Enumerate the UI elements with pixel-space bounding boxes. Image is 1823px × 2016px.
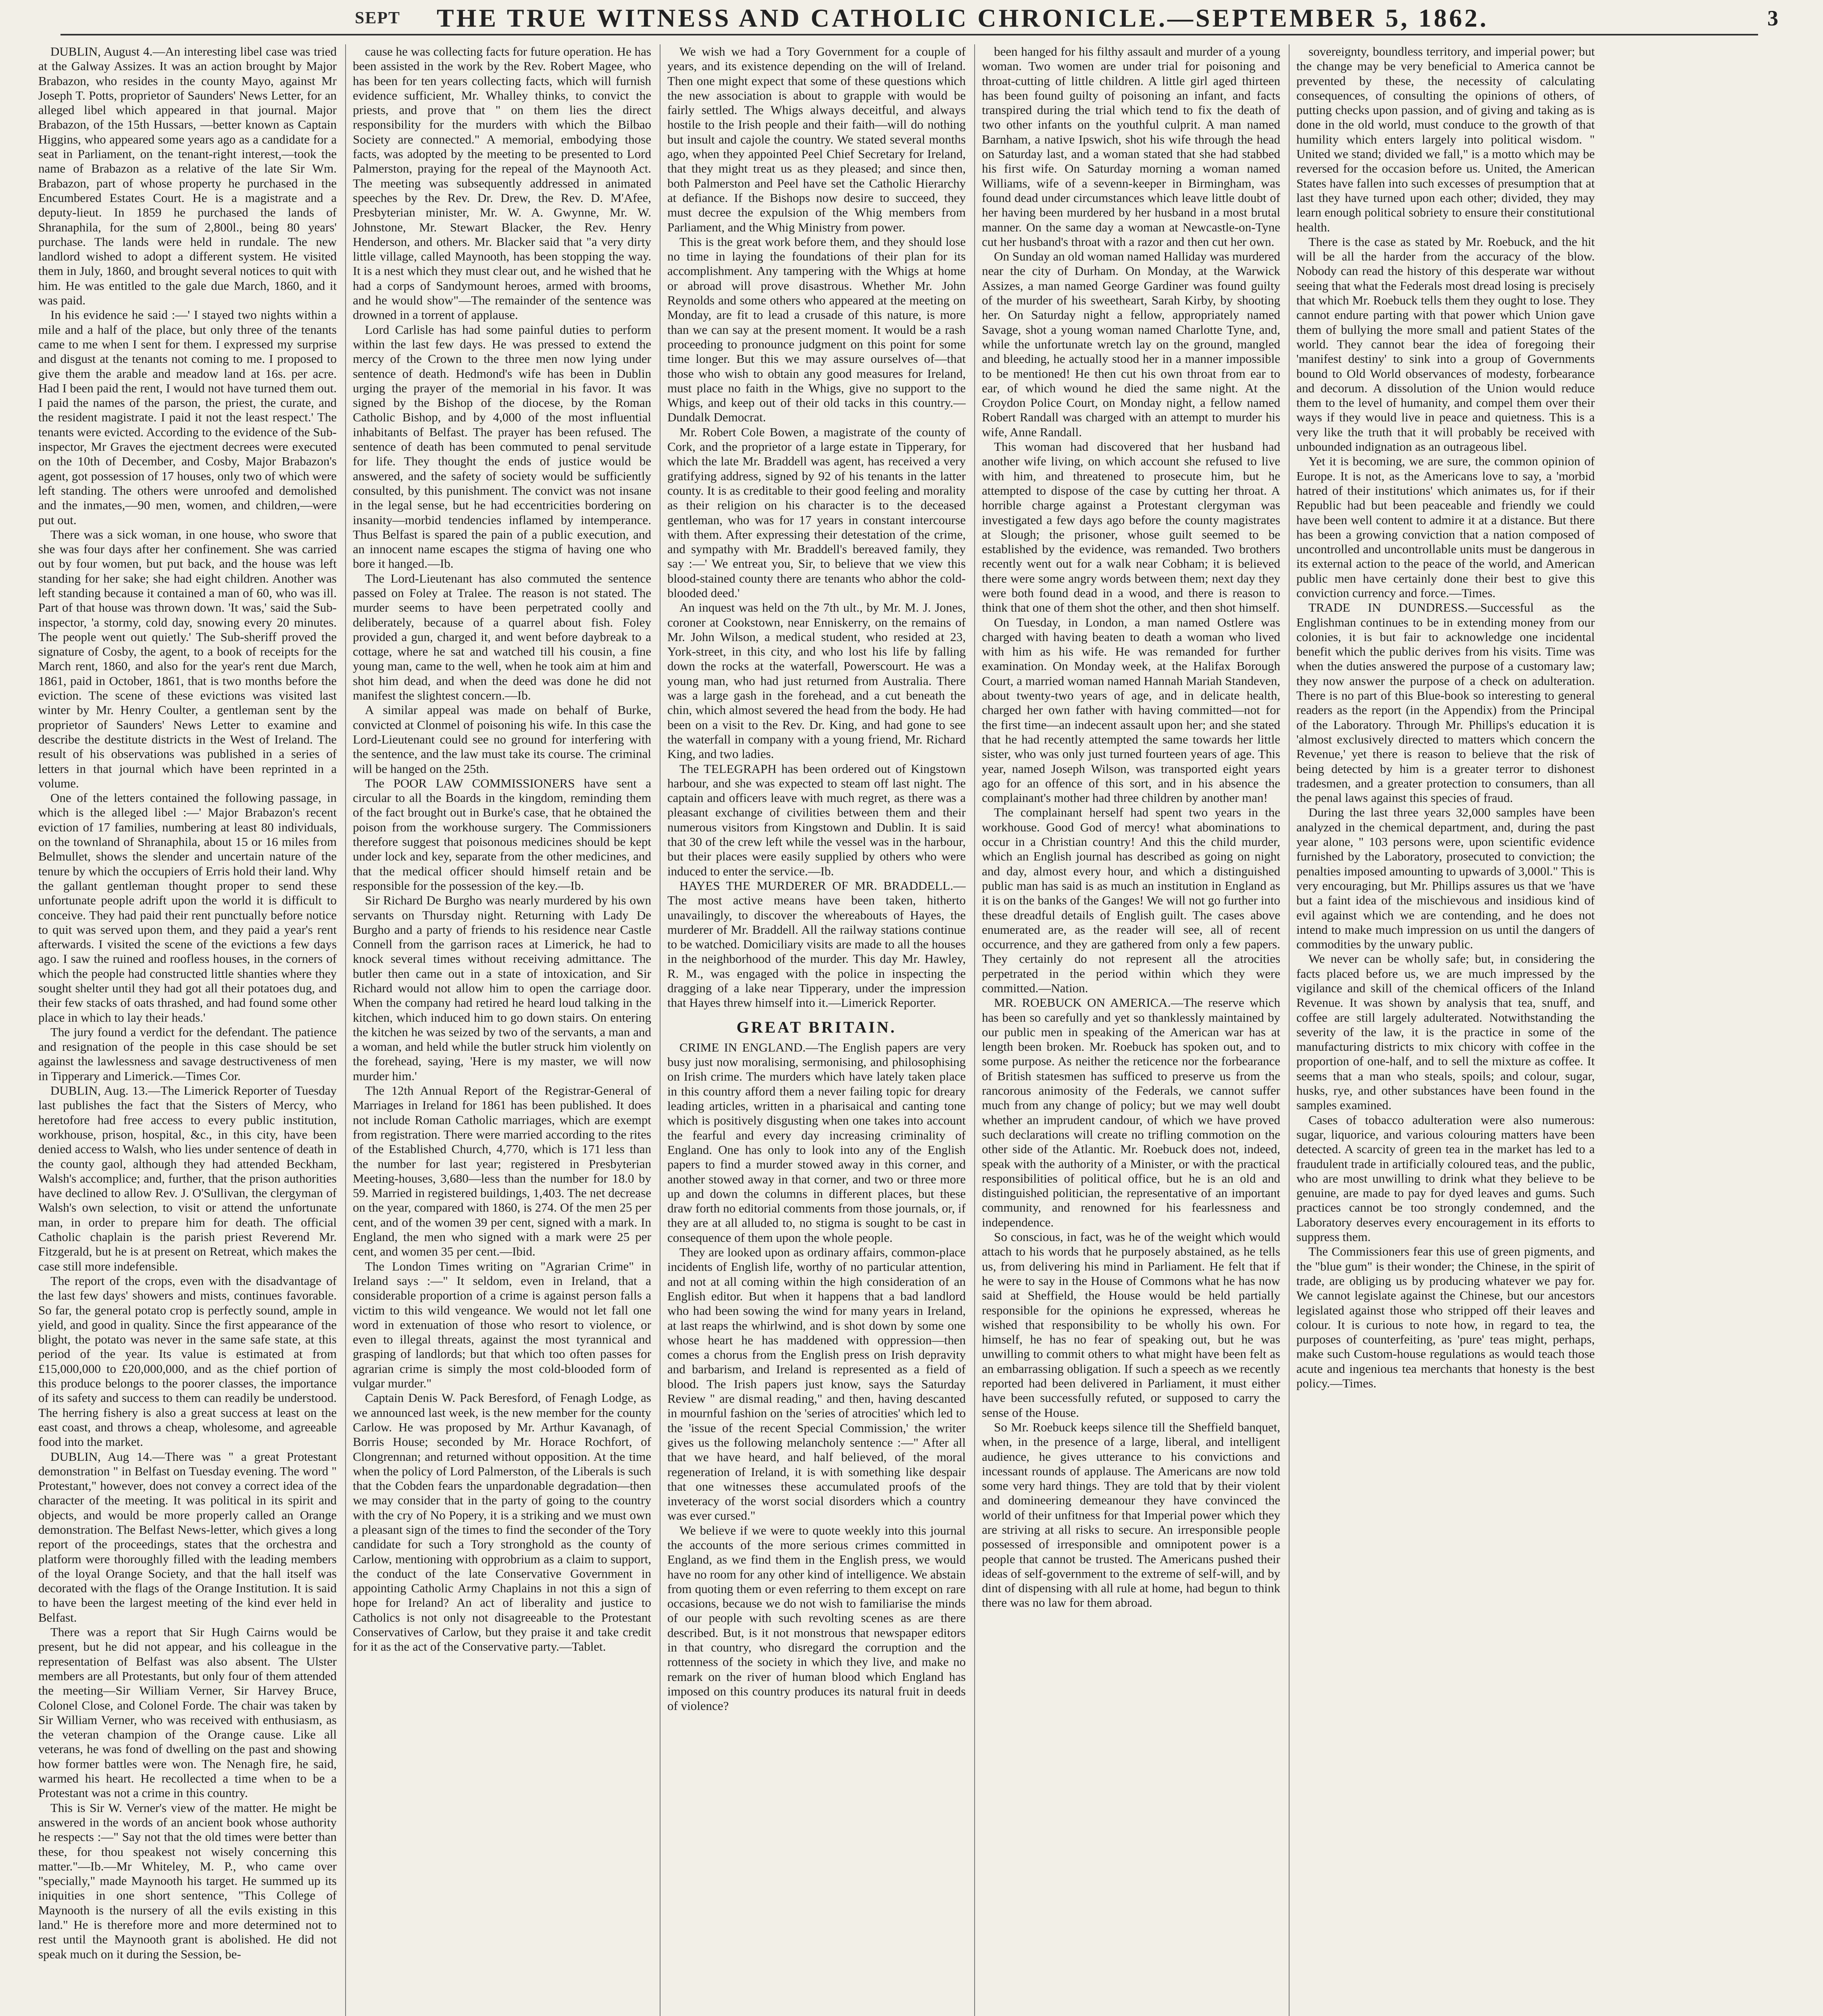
paragraph: The 12th Annual Report of the Registrar-General of Marriages in Ireland for 1861 has been published. It does not include Roman Catholic marriages, which are exempt from registration. There were married according to the rites of the Established Church, 4,770, which is 171 less than the number for last year; registered in Presbyterian Meeting-houses, 3,680—less than the number for 18.0 by 59. Married in registered buildings, 1,403. The net decrease on the year, compared with 1860, is 274. Of the men 25 per cent, and of the women 39 per cent, signed with a mark. In England, the men who signed with a mark were 25 per cent, and women 35 per cent.—Ibid.: [353, 1083, 651, 1259]
masthead: [36, 4, 1794, 32]
paragraph: Sir Richard De Burgho was nearly murdered by his own servants on Thursday night. Returning with Lady De Burgho and a party of friends to his residence near Castle Connell from the garrison races at Limerick, he had to knock several times without receiving admittance. The butler then came out in a state of intoxication, and Sir Richard would not allow him to open the carriage door. When the company had retired he heard loud talking in the kitchen, which induced him to go down stairs. On entering the kitchen he was seized by two of the servants, a man and a woman, and held while the butler struck him violently on the forehead, saying, 'Here is my master, we will now murder him.': [353, 893, 651, 1083]
paragraph: We believe if we were to quote weekly into this journal the accounts of the more serious crimes committed in England, as we find them in the English press, we would have no room for any other kind of intelligence. We abstain from quoting them or even referring to them except on rare occasions, because we do not wish to familiarise the minds of our people with such revolting scenes as are there described. But, is it not monstrous that newspaper editors in that country, who disregard the corruption and the rottenness of the society in which they live, and make no remark on the river of human blood which England has imposed on this country produces its natural fruit in deeds of violence?: [667, 1523, 966, 1713]
paragraph: This is Sir W. Verner's view of the matter. He might be answered in the words of an ancient book whose authority he respects :—" Say not that the old times were better than these, for thou speakest not wisely concerning this matter."—Ib.—Mr Whiteley, M. P., who came over "specially," made Maynooth his target. He summed up its iniquities in one short sentence, "This College of Maynooth is the nursery of all the evils existing in this land." He is therefore more and more determined not to rest until the Maynooth grant is abolished. He did not speak much on it during the Session, be-: [38, 1800, 337, 1961]
page-number: 3: [1767, 6, 1778, 30]
paragraph: The Commissioners fear this use of green pigments, and the "blue gum" is their wonder; the Chinese, in the spirit of trade, are obliging us by producing whatever we pay for. We cannot legislate against the Chinese, but our ancestors legislated against those who stripped off their leaves and colour. It is curious to note how, in regard to tea, the purposes of counterfeiting, as 'pure' teas might, perhaps, make such Custom-house regulations as would teach those acute and ingenious tea merchants that honesty is the best policy.—Times.: [1296, 1244, 1595, 1391]
paragraph: HAYES THE MURDERER OF MR. BRADDELL.—The most active means have been taken, hitherto unavailingly, to discover the whereabouts of Hayes, the murderer of Mr. Braddell. All the railway stations continue to be watched. Domiciliary visits are made to all the houses in the neighborhood of the murder. This day Mr. Hawley, R. M., was engaged with the police in inspecting the dragging of a lake near Tipperary, under the impression that Hayes threw himself into it.—Limerick Reporter.: [667, 878, 966, 1010]
paragraph: There was a sick woman, in one house, who swore that she was four days after her confinement. She was carried out by four women, but put back, and the house was left standing for her sake; she had eight children. Another was left standing because it contained a man of 60, who was ill. Part of that house was thrown down. 'It was,' said the Sub-inspector, 'a stormy, cold day, snowing every 20 minutes. The people went out quietly.' The Sub-sheriff proved the signature of Cosby, the agent, to a book of receipts for the March rent, 1860, and also for the year's rent due March, 1861, paid in October, 1861, that is two months before the eviction. The scene of these evictions was visited last winter by Mr. Henry Coulter, a gentleman sent by the proprietor of Saunders' News Letter to examine and describe the destitute districts in the West of Ireland. The result of his observations was published in a series of letters in that journal which have been reprinted in a volume.: [38, 527, 337, 790]
paragraph: The jury found a verdict for the defendant. The patience and resignation of the people in this case should be set against the lawlessness and savage destructiveness of men in Tipperary and Limerick.—Times Cor.: [38, 1025, 337, 1083]
paragraph: been hanged for his filthy assault and murder of a young woman. Two women are under trial for poisoning and throat-cutting of little children. A little girl aged thirteen has been found guilty of poisoning an infant, and facts transpired during the trial which tend to fix the death of two other infants on the youthful culprit. A man named Barnham, a native Ipswich, shot his wife through the head on Saturday last, and a woman stated that she had stabbed his first wife. On Saturday morning a woman named Williams, wife of a sevenn-keeper in Birmingham, was found dead under circumstances which leave little doubt of her having been murdered by her husband in a most brutal manner. On the same day a woman at Newcastle-on-Tyne cut her husband's throat with a razor and then cut her own.: [982, 44, 1280, 249]
column-5: [1296, 44, 1595, 2016]
paragraph: MR. ROEBUCK ON AMERICA.—The reserve which has been so carefully and yet so thanklessly maintained by our public men in speaking of the American war has at length been broken. Mr. Roebuck has spoken out, and to some purpose. As neither the reticence nor the forbearance of British statesmen has sufficed to preserve us from the rancorous animosity of the Federals, we cannot suffer much from any change of policy; but we may well doubt whether an imprudent candour, of which we have proved such declarations will create no trifling commotion on the other side of the Atlantic. Mr. Roebuck does not, indeed, speak with the authority of a Minister, or with the practical responsibilities of political office, but he is an old and distinguished politician, the representative of an important community, and renowned for his fearlessness and independence.: [982, 996, 1280, 1229]
paragraph: cause he was collecting facts for future operation. He has been assisted in the work by the Rev. Robert Magee, who has been for ten years collecting facts, which will furnish evidence sufficient, Mr. Whalley thinks, to convict the priests, and prove that " on them lies the direct responsibility for the murders with which the Bilbao Society are connected." A memorial, embodying those facts, was adopted by the meeting to be presented to Lord Palmerston, praying for the repeal of the Maynooth Act. The meeting was subsequently addressed in animated speeches by the Rev. Dr. Drew, the Rev. D. M'Afee, Presbyterian minister, Mr. W. A. Gwynne, Mr. W. Johnstone, Mr. Stewart Blacker, the Rev. Henry Henderson, and others. Mr. Blacker said that "a very dirty little village, called Maynooth, has been stopping the way. It is a nest which they must clear out, and he wished that he had a corps of Sandymount heroes, armed with brooms, and he would show"—The remainder of the sentence was drowned in a torrent of applause.: [353, 44, 651, 322]
paragraph: An inquest was held on the 7th ult., by Mr. M. J. Jones, coroner at Cookstown, near Enniskerry, on the remains of Mr. John Wilson, a medical student, who resided at 23, York-street, in this city, and who lost his life by falling down the rocks at the waterfall, Powerscourt. He was a young man, who had just returned from Australia. There was a large gash in the forehead, and a cut beneath the chin, which almost severed the head from the body. He had been on a visit to the Rev. Dr. King, and had gone to see the waterfall in company with a young friend, Mr. Richard King, and two ladies.: [667, 600, 966, 761]
section-heading-great-britain: GREAT BRITAIN.: [736, 1018, 897, 1036]
paragraph: The Lord-Lieutenant has also commuted the sentence passed on Foley at Tralee. The reason is not stated. The murder seems to have been perpetrated coolly and deliberately, because of a quarrel about fish. Foley provided a gun, charged it, and went before daybreak to a cottage, where he sat and watched till his cousin, a fine young man, came to the well, when he took aim at him and shot him dead, and when the deed was done he did not manifest the slightest concern.—Ib.: [353, 571, 651, 703]
column-1: [38, 44, 337, 2016]
paragraph: In his evidence he said :—' I stayed two nights within a mile and a half of the place, but only three of the tenants came to me when I sent for them. I expressed my surprise and disgust at the tenants not coming to me. I proposed to give them the arable and meadow land at 16s. per acre. Had I been paid the rent, I would not have turned them out. I paid the names of the parson, the priest, the curate, and the resident magistrate. I paid it not the least respect.' The tenants were evicted. According to the evidence of the Sub-inspector, Mr Graves the ejectment decrees were executed on the 10th of December, and Cosby, Major Brabazon's agent, got possession of 17 houses, only two of which were left standing. The others were unroofed and demolished and the inmates,—90 men, women, and children,—were put out.: [38, 308, 337, 527]
column-divider: [345, 44, 346, 2016]
column-2: [353, 44, 651, 2016]
paragraph: They are looked upon as ordinary affairs, common-place incidents of English life, worthy of no particular attention, and not at all coming within the high consideration of an English editor. But when it happens that a bad landlord who had been sowing the wind for many years in Ireland, at last reaps the whirlwind, and is shot down by some one whose heart he has maddened with oppression—then comes a chorus from the English press on Irish depravity and barbarism, and Ireland is represented as a field of blood. The Irish papers just know, says the Saturday Review " are dismal reading," and then, having descanted in mournful fashion on the 'series of atrocities' which led to the 'issue of the recent Special Commission,' the writer gives us the following melancholy sentence :—" After all that we have heard, and half believed, of the moral regeneration of Ireland, it is with something like despair that one witnesses these accumulated proofs of the inveteracy of the worst social disorders which a country was ever cursed.": [667, 1245, 966, 1523]
paragraph: On Sunday an old woman named Halliday was murdered near the city of Durham. On Monday, at the Warwick Assizes, a man named George Gardiner was found guilty of the murder of his sweetheart, Sarah Kirby, by shooting her. On Saturday night a fellow, appropriately named Savage, shot a young woman named Charlotte Tyne, and, while the unfortunate wretch lay on the ground, mangled and bleeding, he actually stood her in a manner impossible to be mentioned! He then cut his own throat from ear to ear, of which wound he died the same night. At the Croydon Police Court, on Monday night, a fellow named Robert Randall was charged with an attempt to murder his wife, Anne Randall.: [982, 249, 1280, 439]
paragraph: During the last three years 32,000 samples have been analyzed in the chemical department, and, during the past year alone, " 103 persons were, upon scientific evidence furnished by the Laboratory, prosecuted to conviction; the penalties imposed amounting to upwards of 3,000l." This is very encouraging, but Mr. Phillips assures us that we 'have but a faint idea of the mischievous and insidious kind of evil against which we are contending, and he does not intend to make much impression on us until the dangers of commodities by the unwary public.: [1296, 805, 1595, 952]
column-4: [982, 44, 1280, 2016]
paragraph: Mr. Robert Cole Bowen, a magistrate of the county of Cork, and the proprietor of a large estate in Tipperary, for which the late Mr. Braddell was agent, has received a very gratifying address, signed by 92 of his tenants in the latter county. It is as creditable to their good feeling and morality as their religion on his character is to the deceased gentleman, who was for 17 years in constant intercourse with them. After expressing their detestation of the crime, and sympathy with Mr. Braddell's bereaved family, they say :—' We entreat you, Sir, to believe that we view this blood-stained county there are tenants who abhor the cold-blooded deed.': [667, 425, 966, 600]
paragraph: There is the case as stated by Mr. Roebuck, and the hit will be all the harder from the accuracy of the blow. Nobody can read the history of this desperate war without seeing that what the Federals most dread losing is precisely that which Mr. Roebuck tells them they ought to lose. They cannot endure parting with that power which Union gave them of bullying the more small and patient States of the world. They cannot bear the idea of foregoing their 'manifest destiny' to sink into a group of Governments bound to Old World observances of modesty, forbearance and decorum. A dissolution of the Union would reduce them to the level of humanity, and compel them over their ways if they would live in peace and quietness. This is a very like the truth that it will probably be received with unbounded indignation as an outrageous libel.: [1296, 234, 1595, 454]
header-rule: [60, 34, 1758, 35]
paragraph: Cases of tobacco adulteration were also numerous: sugar, liquorice, and various colouring matters have been detected. A scarcity of green tea in the market has led to a fraudulent trade in artificially coloured teas, and the public, who are most unwilling to drink what they believe to be genuine, are made to pay for dyed leaves and gums. Such practices cannot be too strongly condemned, and the Laboratory deserves every encouragement in its efforts to suppress them.: [1296, 1112, 1595, 1244]
paragraph: This is the great work before them, and they should lose no time in laying the foundations of their plan for its accomplishment. Any tampering with the Whigs at home or abroad will prove disastrous. Whether Mr. John Reynolds and some others who appeared at the meeting on Monday, are fit to lead a crusade of this nature, is more than we can say at the present moment. It would be a rash proceeding to pronounce judgment on this point for some time longer. But this we may assure ourselves of—that those who wish to obtain any good measures for Ireland, must place no faith in the Whigs, give no support to the Whigs, and keep out of their old tacks in this country.—Dundalk Democrat.: [667, 234, 966, 425]
paragraph: The complainant herself had spent two years in the workhouse. Good God of mercy! what abominations to occur in a Christian country! And this the child murder, which an English journal has described as going on night and day, almost every hour, and which a distinguished public man has said is as much an institution in England as it is on the banks of the Ganges! We will not go further into these dreadful details of English guilt. The cases above enumerated are, as the reader will see, all of recent occurrence, and they are gathered from only a few papers. They certainly do not represent all the atrocities perpetrated in the period within which they were committed.—Nation.: [982, 805, 1280, 995]
paragraph: So conscious, in fact, was he of the weight which would attach to his words that he purposely abstained, as he tells us, from delivering his mind in Parliament. He felt that if he were to say in the House of Commons what he has now said at Sheffield, the House would be held partially responsible for the opinions he expressed, whereas he wished that responsibility to be wholly his own. For himself, he has no fear of speaking out, but he was unwilling to commit others to what might have been felt as an embarrassing obligation. If such a speech as we recently reported had been delivered in Parliament, it must either have been successfully refuted, or supposed to carry the sense of the House.: [982, 1230, 1280, 1420]
paragraph: TRADE IN DUNDRESS.—Successful as the Englishman continues to be in extending money from our colonies, it is but fair to acknowledge one incidental benefit which the public derives from his visits. Time was when the duties answered the purpose of a customary law; they now answer the purpose of a check on adulteration. There is no part of this Blue-book so interesting to general readers as the report (in the Appendix) from the Principal of the Laboratory. Through Mr. Phillips's education it is 'almost exclusively directed to matters which concern the Revenue,' yet there is reason to believe that the risk of being detected by him is a greater terror to dishonest tradesmen, and a greater protection to consumers, than all the penal laws against this species of fraud.: [1296, 600, 1595, 805]
paragraph: There was a report that Sir Hugh Cairns would be present, but he did not appear, and his colleague in the representation of Belfast was also absent. The Ulster members are all Protestants, but only four of them attended the meeting—Sir William Verner, Sir Harvey Bruce, Colonel Close, and Colonel Forde. The chair was taken by Sir William Verner, who was received with enthusiasm, as the veteran champion of the Orange cause. Like all veterans, he was fond of dwelling on the past and showing how former battles were won. The Nenagh fire, he said, warmed his heart. He recollected a time when to be a Protestant was not a crime in this country.: [38, 1625, 337, 1800]
paragraph: DUBLIN, Aug 14.—There was " a great Protestant demonstration " in Belfast on Tuesday evening. The word " Protestant," however, does not convey a correct idea of the character of the meeting. It was political in its spirit and objects, and would be more properly called an Orange demonstration. The Belfast News-letter, which gives a long report of the proceedings, states that the orchestra and platform were thoroughly filled with the leading members of the loyal Orange Society, and that the hall itself was decorated with the flags of the Orange Institution. It is said to have been the largest meeting of the kind ever held in Belfast.: [38, 1449, 337, 1624]
paragraph: One of the letters contained the following passage, in which is the alleged libel :—' Major Brabazon's recent eviction of 17 families, numbering at least 80 individuals, on the townland of Shranaphila, about 15 or 16 miles from Belmullet, shows the slender and uncertain nature of the tenure by which the occupiers of Erris hold their land. Why the gallant gentleman thought proper to send these unfortunate people adrift upon the world it is difficult to conceive. They had paid their rent punctually before notice to quit was served upon them, and they paid a year's rent afterwards. I visited the scene of the evictions a few days ago. I saw the ruined and roofless houses, in the corners of which the people had constructed little shanties where they sought shelter until they had got all their potatoes dug, and their few stacks of oats thrashed, and had found some other place in which to lay their heads.': [38, 791, 337, 1025]
newspaper-title: THE TRUE WITNESS AND CATHOLIC CHRONICLE.—SEPTEMBER 5, 1862.: [437, 4, 1489, 32]
paragraph: Lord Carlisle has had some painful duties to perform within the last few days. He was pressed to extend the mercy of the Crown to the three men now lying under sentence of death. Hedmond's wife has been in Dublin urging the prayer of the memorial in his favor. It was signed by the Bishop of the diocese, by the Roman Catholic Bishop, and by 4,000 of the most influential inhabitants of Belfast. The prayer has been refused. The sentence of death has been commuted to penal servitude for life. They thought the ends of justice would be answered, and the safety of society would be sufficiently consulted, by this punishment. The convict was not insane in the legal sense, but he had eccentricities bordering on insanity—morbid tendencies inflamed by intemperance. Thus Belfast is spared the pain of a public execution, and an innocent name escapes the stigma of having one who bore it hanged.—Ib.: [353, 322, 651, 571]
paragraph: CRIME IN ENGLAND.—The English papers are very busy just now moralising, sermonising, and philosophising on Irish crime. The murders which have lately taken place in this country afford them a never failing topic for dreary leading articles, written in a pharisaical and canting tone which is positively disgusting when one takes into account the fearful and every day increasing criminality of England. One has only to look into any of the English papers to find a murder stowed away in this corner, and another stowed away in that corner, and two or three more up and down the columns in different places, but these draw forth no editorial comments from those journals, or, if they are at all alluded to, no stigma is sought to be cast in consequence of them upon the whole people.: [667, 1040, 966, 1245]
paragraph: sovereignty, boundless territory, and imperial power; but the change may be very beneficial to America cannot be prevented by these, the necessity of calculating consequences, of consulting the opinions of others, of putting checks upon passion, and of giving and taking as is done in the old world, must conduce to the growth of that humility which enters largely into political wisdom. " United we stand; divided we fall," is a motto which may be reversed for the occasion before us. United, the American States have fallen into such excesses of presumption that at last they have turned upon each other; divided, they may learn enough political sobriety to ensure their constitutional health.: [1296, 44, 1595, 234]
paragraph: The London Times writing on "Agrarian Crime" in Ireland says :—" It seldom, even in Ireland, that a considerable proportion of a crime is against person falls a victim to this wild vengeance. We would not let fall one word in extenuation of those who resort to violence, or even to illegal threats, against the most tyrannical and grasping of landlords; but that which too often passes for agrarian crime is simply the most cold-blooded form of vulgar murder.": [353, 1259, 651, 1391]
paragraph: Yet it is becoming, we are sure, the common opinion of Europe. It is not, as the Americans love to say, a 'morbid hatred of their institutions' which animates us, for if their Republic had but been peaceable and friendly we could have been well content to admire it at a distance. But there has been a growing conviction that a nation composed of uncontrolled and uncontrollable units must be dangerous in its external action to the peace of the world, and American public men have certainly done their best to give this conviction currency and force.—Times.: [1296, 454, 1595, 600]
paragraph: DUBLIN, Aug. 13.—The Limerick Reporter of Tuesday last publishes the fact that the Sisters of Mercy, who heretofore had free access to every public institution, workhouse, prison, hospital, &c., in this city, have been denied access to Walsh, who lies under sentence of death in the county gaol, although they had attended Beckham, Walsh's accomplice; and, further, that the prison authorities have declined to allow Rev. J. O'Sullivan, the clergyman of Walsh's own selection, to visit or attend the unfortunate man, in order to prepare him for death. The official Catholic chaplain is the parish priest Reverend Mr. Fitzgerald, but he is at present on Retreat, which makes the case still more indefensible.: [38, 1083, 337, 1273]
column-divider: [1289, 44, 1290, 2016]
paragraph: A similar appeal was made on behalf of Burke, convicted at Clonmel of poisoning his wife. In this case the Lord-Lieutenant could see no ground for interfering with the sentence, and the law must take its course. The criminal will be hanged on the 25th.: [353, 703, 651, 776]
paragraph: We wish we had a Tory Government for a couple of years, and its existence depending on the will of Ireland. Then one might expect that some of these questions which the new association is about to grapple with would be fairly settled. The Whigs always deceitful, and always hostile to the Irish people and their faith—will do nothing but insult and cajole the country. We stated several months ago, when they appointed Peel Chief Secretary for Ireland, that they might treat us as they pleased; and since then, both Palmerston and Peel have set the Catholic Hierarchy at defiance. If the Bishops now desire to succeed, they must decree the expulsion of the Whig members from Parliament, and the Whig Ministry from power.: [667, 44, 966, 234]
paragraph: The POOR LAW COMMISSIONERS have sent a circular to all the Boards in the kingdom, reminding them of the fact brought out in Burke's case, that he obtained the poison from the workhouse surgery. The Commissioners therefore suggest that poisonous medicines should be kept under lock and key, separate from the other medicines, and that the medical officer should himself retain and be responsible for the possession of the key.—Ib.: [353, 776, 651, 893]
column-divider: [974, 44, 975, 2016]
paragraph: DUBLIN, August 4.—An interesting libel case was tried at the Galway Assizes. It was an action brought by Major Brabazon, who resides in the county Mayo, against Mr Joseph T. Potts, proprietor of Saunders' News Letter, for an alleged libel which appeared in that journal. Major Brabazon, of the 15th Hussars, —better known as Captain Higgins, who appeared some years ago as a candidate for a seat in Parliament, on the tenant-right interest,—took the name of Brabazon as a relative of the late Sir Wm. Brabazon, part of whose property he purchased in the Encumbered Estates Court. He is a magistrate and a deputy-lieut. In 1859 he purchased the lands of Shranaphila, for the sum of 2,800l., being 80 years' purchase. The lands were held in rundale. The new landlord wished to adopt a different system. He visited them in July, 1860, and brought several notices to quit with him. He was entitled to the gale due March, 1860, and it was paid.: [38, 44, 337, 308]
paragraph: On Tuesday, in London, a man named Ostlere was charged with having beaten to death a woman who lived with him as his wife. He was remanded for further examination. On Monday week, at the Halifax Borough Court, a married woman named Hannah Mariah Standeven, about twenty-two years of age, and in delicate health, charged her own father with having committed—not for the first time—an indecent assault upon her; and she stated that he had recently attempted the same towards her little sister, who was only just turned fourteen years of age. This year, named Joseph Wilson, was transported eight years ago for an offence of this sort, and in his absence the complainant's mother had three children by another man!: [982, 615, 1280, 805]
column-3: [667, 44, 966, 2016]
paragraph: This woman had discovered that her husband had another wife living, on which account she refused to live with him, and threatened to prosecute him, but he attempted to dispose of the case by cutting her throat. A horrible charge against a Protestant clergyman was investigated a few days ago before the county magistrates at Slough; the prisoner, whose guilt seemed to be established by the evidence, was remanded. Two brothers recently went out for a walk near Cobham; it is believed there were some angry words between them; next day they were both found dead in a wood, and there is reason to think that one of them shot the other, and then shot himself.: [982, 439, 1280, 615]
paragraph: The TELEGRAPH has been ordered out of Kingstown harbour, and she was expected to steam off last night. The captain and officers leave with much regret, as there was a pleasant exchange of civilities between them and their numerous visitors from Kingstown and Dublin. It is said that 30 of the crew left while the vessel was in the harbour, but their places were easily supplied by others who were induced to enter the service.—Ib.: [667, 761, 966, 878]
paragraph: Captain Denis W. Pack Beresford, of Fenagh Lodge, as we announced last week, is the new member for the county Carlow. He was proposed by Mr. Arthur Kavanagh, of Borris House; seconded by Mr. Horace Rochfort, of Clongrennan; and returned without opposition. At the time when the policy of Lord Palmerston, of the Liberals is such that the Cobden fears the unpardonable degradation—then we may consider that in the party of going to the country with the cry of No Popery, it is a striking and we must own a pleasant sign of the times to find the seconder of the Tory candidate for such a Tory stronghold as the county of Carlow, mentioning with opprobrium as a claim to support, the conduct of the late Conservative Government in appointing Catholic Army Chaplains in not this a sign of hope for Ireland? An act of liberality and justice to Catholics is not only not disagreeable to the Protestant Conservatives of Carlow, but they praise it and take credit for it as the act of the Conservative party.—Tablet.: [353, 1391, 651, 1654]
paragraph: So Mr. Roebuck keeps silence till the Sheffield banquet, when, in the presence of a large, liberal, and intelligent audience, he gives utterance to his convictions and incessant rounds of applause. The Americans are now told some very hard things. They are told that by their violent and domineering demeanour they have convinced the world of their unfitness for that Imperial power which they are striving at all risks to secure. An irresponsible people possessed of irresponsible and omnipotent power is a people that cannot be trusted. The Americans pushed their ideas of self-government to the extreme of self-will, and by dint of dispensing with all rule at home, had begun to think there was no law for them abroad.: [982, 1420, 1280, 1610]
paragraph: We never can be wholly safe; but, in considering the facts placed before us, we are much impressed by the vigilance and skill of the chemical officers of the Inland Revenue. It was shown by analysis that tea, snuff, and coffee are still largely adulterated. Notwithstanding the severity of the law, it is the practice in some of the manufacturing districts to mix chicory with coffee in the proportion of one-half, and to sell the mixture as coffee. It seems that a man who steals, spoils; and colour, sugar, husks, rye, and other substances have been found in the samples examined.: [1296, 952, 1595, 1112]
paragraph: The report of the crops, even with the disadvantage of the last few days' showers and mists, continues favorable. So far, the general potato crop is perfectly sound, ample in yield, and good in quality. Since the first appearance of the blight, the potato was never in the same safe state, at this period of the year. Its value is estimated at from £15,000,000 to £20,000,000, and as the chief portion of this produce belongs to the poorer classes, the importance of its safety and success to them can readily be understood. The herring fishery is also a great success at least on the east coast, and throws a cheap, wholesome, and agreeable food into the market.: [38, 1273, 337, 1449]
masthead-left-fragment: SEPT: [355, 9, 401, 27]
